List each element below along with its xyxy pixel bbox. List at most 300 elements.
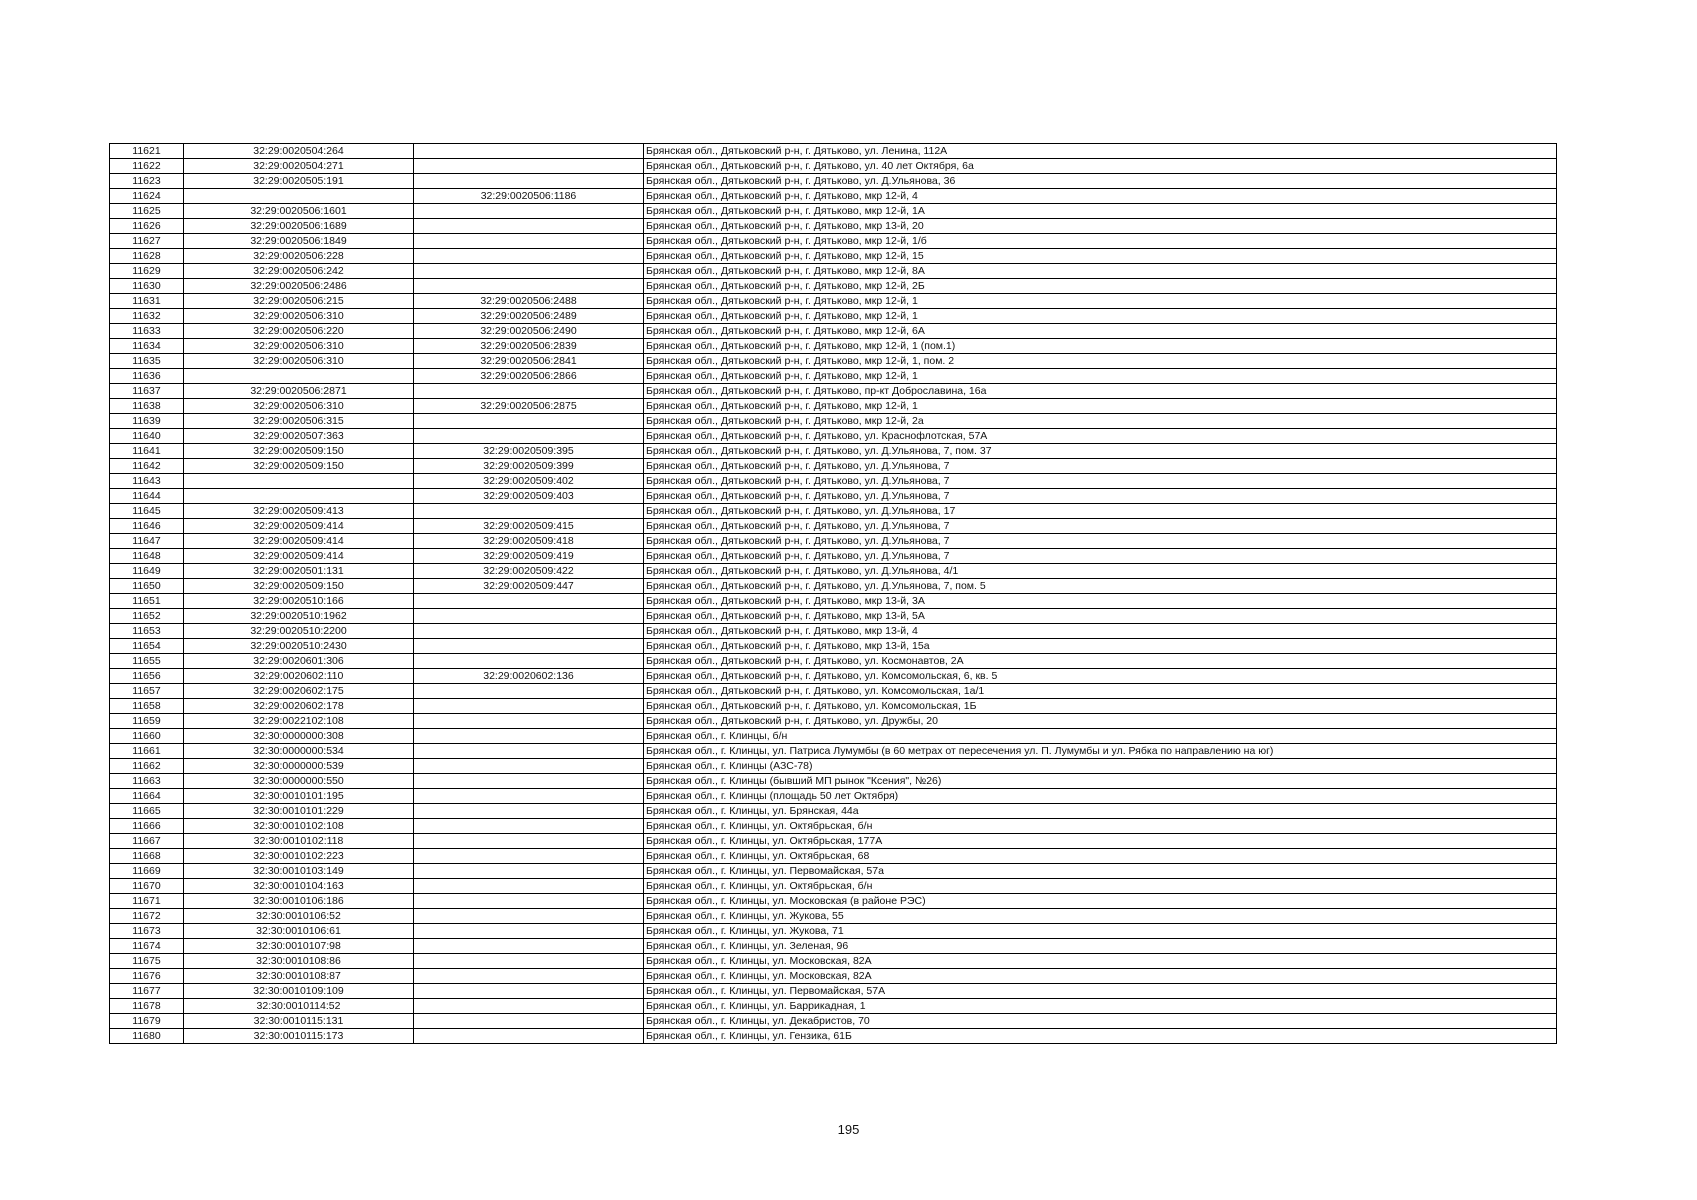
row-number-cell: 11645: [110, 504, 184, 519]
address-cell: Брянская обл., Дятьковский р-н, г. Дятьково, мкр 12-й, 1/б: [644, 234, 1557, 249]
address-cell: Брянская обл., г. Клинцы, ул. Московская (в районе РЭС): [644, 894, 1557, 909]
cadastral-number-cell: 32:29:0020506:220: [184, 324, 414, 339]
linked-cadastral-number-cell: [414, 429, 644, 444]
cadastral-number-cell: 32:29:0020507:363: [184, 429, 414, 444]
address-cell: Брянская обл., Дятьковский р-н, г. Дятьково, ул. Ленина, 112А: [644, 144, 1557, 159]
table-row: [110, 984, 1557, 999]
cadastral-number-cell: 32:29:0020506:1601: [184, 204, 414, 219]
row-number-cell: 11642: [110, 459, 184, 474]
table-row: [110, 474, 1557, 489]
linked-cadastral-number-cell: [414, 849, 644, 864]
linked-cadastral-number-cell: [414, 999, 644, 1014]
row-number-cell: 11633: [110, 324, 184, 339]
cadastral-number-cell: 32:29:0020505:191: [184, 174, 414, 189]
cadastral-number-cell: 32:30:0010114:52: [184, 999, 414, 1014]
linked-cadastral-number-cell: [414, 174, 644, 189]
table-row: [110, 279, 1557, 294]
cadastral-number-cell: 32:29:0020510:1962: [184, 609, 414, 624]
row-number-cell: 11638: [110, 399, 184, 414]
linked-cadastral-number-cell: 32:29:0020506:2841: [414, 354, 644, 369]
cadastral-number-cell: 32:30:0010102:108: [184, 819, 414, 834]
row-number-cell: 11660: [110, 729, 184, 744]
linked-cadastral-number-cell: [414, 789, 644, 804]
registry-table: [109, 143, 1557, 1044]
address-cell: Брянская обл., Дятьковский р-н, г. Дятьково, мкр 12-й, 1, пом. 2: [644, 354, 1557, 369]
row-number-cell: 11662: [110, 759, 184, 774]
table-row: [110, 939, 1557, 954]
cadastral-number-cell: 32:29:0020504:271: [184, 159, 414, 174]
linked-cadastral-number-cell: 32:29:0020506:2490: [414, 324, 644, 339]
row-number-cell: 11623: [110, 174, 184, 189]
table-row: [110, 864, 1557, 879]
address-cell: Брянская обл., г. Клинцы, ул. Жукова, 55: [644, 909, 1557, 924]
cadastral-number-cell: 32:30:0010104:163: [184, 879, 414, 894]
cadastral-number-cell: 32:29:0020509:150: [184, 459, 414, 474]
table-row: [110, 789, 1557, 804]
linked-cadastral-number-cell: [414, 384, 644, 399]
row-number-cell: 11661: [110, 744, 184, 759]
address-cell: Брянская обл., г. Клинцы, ул. Жукова, 71: [644, 924, 1557, 939]
cadastral-number-cell: 32:29:0020509:413: [184, 504, 414, 519]
address-cell: Брянская обл., Дятьковский р-н, г. Дятьково, мкр 12-й, 1: [644, 399, 1557, 414]
row-number-cell: 11628: [110, 249, 184, 264]
cadastral-number-cell: 32:29:0020509:414: [184, 519, 414, 534]
table-row: [110, 909, 1557, 924]
cadastral-number-cell: 32:30:0010108:87: [184, 969, 414, 984]
cadastral-number-cell: 32:30:0010106:52: [184, 909, 414, 924]
address-cell: Брянская обл., Дятьковский р-н, г. Дятьково, ул. Комсомольская, 1а/1: [644, 684, 1557, 699]
row-number-cell: 11666: [110, 819, 184, 834]
linked-cadastral-number-cell: [414, 594, 644, 609]
page-number: 195: [837, 1122, 860, 1137]
address-cell: Брянская обл., г. Клинцы, ул. Брянская, 44а: [644, 804, 1557, 819]
row-number-cell: 11675: [110, 954, 184, 969]
table-row: [110, 219, 1557, 234]
linked-cadastral-number-cell: [414, 159, 644, 174]
cadastral-number-cell: 32:30:0000000:308: [184, 729, 414, 744]
cadastral-number-cell: 32:30:0010101:195: [184, 789, 414, 804]
address-cell: Брянская обл., Дятьковский р-н, г. Дятьково, мкр 12-й, 4: [644, 189, 1557, 204]
linked-cadastral-number-cell: [414, 414, 644, 429]
linked-cadastral-number-cell: 32:29:0020509:399: [414, 459, 644, 474]
address-cell: Брянская обл., Дятьковский р-н, г. Дятьково, ул. Д.Ульянова, 4/1: [644, 564, 1557, 579]
table-row: [110, 234, 1557, 249]
row-number-cell: 11648: [110, 549, 184, 564]
cadastral-number-cell: 32:29:0020506:242: [184, 264, 414, 279]
table-row: [110, 264, 1557, 279]
linked-cadastral-number-cell: 32:29:0020506:2489: [414, 309, 644, 324]
cadastral-number-cell: 32:30:0010107:98: [184, 939, 414, 954]
linked-cadastral-number-cell: [414, 234, 644, 249]
address-cell: Брянская обл., Дятьковский р-н, г. Дятьково, мкр 13-й, 15а: [644, 639, 1557, 654]
address-cell: Брянская обл., Дятьковский р-н, г. Дятьково, мкр 13-й, 5А: [644, 609, 1557, 624]
row-number-cell: 11630: [110, 279, 184, 294]
table-row: [110, 204, 1557, 219]
linked-cadastral-number-cell: [414, 654, 644, 669]
row-number-cell: 11631: [110, 294, 184, 309]
row-number-cell: 11652: [110, 609, 184, 624]
row-number-cell: 11641: [110, 444, 184, 459]
address-cell: Брянская обл., г. Клинцы (бывший МП рынок "Ксения", №26): [644, 774, 1557, 789]
table-row: [110, 159, 1557, 174]
row-number-cell: 11640: [110, 429, 184, 444]
table-row: [110, 354, 1557, 369]
address-cell: Брянская обл., Дятьковский р-н, г. Дятьково, мкр 12-й, 1: [644, 369, 1557, 384]
address-cell: Брянская обл., г. Клинцы, ул. Октябрьская, б/н: [644, 879, 1557, 894]
linked-cadastral-number-cell: [414, 729, 644, 744]
linked-cadastral-number-cell: [414, 714, 644, 729]
address-cell: Брянская обл., г. Клинцы, ул. Баррикадная, 1: [644, 999, 1557, 1014]
row-number-cell: 11644: [110, 489, 184, 504]
table-row: [110, 399, 1557, 414]
table-row: [110, 324, 1557, 339]
linked-cadastral-number-cell: [414, 969, 644, 984]
table-row: [110, 564, 1557, 579]
linked-cadastral-number-cell: [414, 939, 644, 954]
cadastral-number-cell: 32:29:0020506:310: [184, 309, 414, 324]
cadastral-number-cell: 32:30:0010102:118: [184, 834, 414, 849]
linked-cadastral-number-cell: 32:29:0020506:2488: [414, 294, 644, 309]
table-row: [110, 594, 1557, 609]
table-row: [110, 429, 1557, 444]
linked-cadastral-number-cell: [414, 984, 644, 999]
address-cell: Брянская обл., г. Клинцы, ул. Октябрьская, 68: [644, 849, 1557, 864]
cadastral-number-cell: 32:29:0020510:2430: [184, 639, 414, 654]
cadastral-number-cell: 32:29:0020602:110: [184, 669, 414, 684]
cadastral-number-cell: 32:29:0020506:1849: [184, 234, 414, 249]
linked-cadastral-number-cell: [414, 684, 644, 699]
table-row: [110, 444, 1557, 459]
table-row: [110, 489, 1557, 504]
table-row: [110, 669, 1557, 684]
table-row: [110, 999, 1557, 1014]
linked-cadastral-number-cell: 32:29:0020509:403: [414, 489, 644, 504]
row-number-cell: 11635: [110, 354, 184, 369]
address-cell: Брянская обл., Дятьковский р-н, г. Дятьково, мкр 12-й, 1: [644, 294, 1557, 309]
table-row: [110, 924, 1557, 939]
address-cell: Брянская обл., Дятьковский р-н, г. Дятьково, ул. Д.Ульянова, 7: [644, 519, 1557, 534]
address-cell: Брянская обл., Дятьковский р-н, г. Дятьково, ул. Комсомольская, 6, кв. 5: [644, 669, 1557, 684]
address-cell: Брянская обл., Дятьковский р-н, г. Дятьково, мкр 12-й, 6А: [644, 324, 1557, 339]
table-row: [110, 534, 1557, 549]
row-number-cell: 11676: [110, 969, 184, 984]
table-row: [110, 549, 1557, 564]
row-number-cell: 11637: [110, 384, 184, 399]
row-number-cell: 11667: [110, 834, 184, 849]
cadastral-number-cell: 32:30:0010106:186: [184, 894, 414, 909]
row-number-cell: 11636: [110, 369, 184, 384]
cadastral-number-cell: 32:29:0022102:108: [184, 714, 414, 729]
address-cell: Брянская обл., г. Клинцы, ул. Октябрьская, 177А: [644, 834, 1557, 849]
address-cell: Брянская обл., г. Клинцы, ул. Гензика, 61Б: [644, 1029, 1557, 1044]
linked-cadastral-number-cell: 32:29:0020602:136: [414, 669, 644, 684]
row-number-cell: 11680: [110, 1029, 184, 1044]
address-cell: Брянская обл., Дятьковский р-н, г. Дятьково, мкр 12-й, 2а: [644, 414, 1557, 429]
address-cell: Брянская обл., Дятьковский р-н, г. Дятьково, мкр 12-й, 1А: [644, 204, 1557, 219]
row-number-cell: 11664: [110, 789, 184, 804]
table-row: [110, 684, 1557, 699]
table-row: [110, 519, 1557, 534]
address-cell: Брянская обл., г. Клинцы (АЗС-78): [644, 759, 1557, 774]
table-row: [110, 699, 1557, 714]
row-number-cell: 11655: [110, 654, 184, 669]
linked-cadastral-number-cell: 32:29:0020509:422: [414, 564, 644, 579]
table-row: [110, 879, 1557, 894]
table-row: [110, 339, 1557, 354]
address-cell: Брянская обл., Дятьковский р-н, г. Дятьково, пр-кт Доброславина, 16а: [644, 384, 1557, 399]
linked-cadastral-number-cell: [414, 894, 644, 909]
address-cell: Брянская обл., Дятьковский р-н, г. Дятьково, мкр 12-й, 2Б: [644, 279, 1557, 294]
row-number-cell: 11654: [110, 639, 184, 654]
cadastral-number-cell: 32:29:0020506:310: [184, 399, 414, 414]
linked-cadastral-number-cell: [414, 924, 644, 939]
address-cell: Брянская обл., г. Клинцы, б/н: [644, 729, 1557, 744]
cadastral-number-cell: 32:29:0020601:306: [184, 654, 414, 669]
row-number-cell: 11632: [110, 309, 184, 324]
linked-cadastral-number-cell: 32:29:0020506:2875: [414, 399, 644, 414]
table-row: [110, 969, 1557, 984]
table-row: [110, 954, 1557, 969]
row-number-cell: 11650: [110, 579, 184, 594]
cadastral-number-cell: 32:30:0010115:131: [184, 1014, 414, 1029]
address-cell: Брянская обл., Дятьковский р-н, г. Дятьково, ул. Д.Ульянова, 17: [644, 504, 1557, 519]
cadastral-number-cell: 32:29:0020506:2871: [184, 384, 414, 399]
row-number-cell: 11624: [110, 189, 184, 204]
cadastral-number-cell: 32:29:0020506:1689: [184, 219, 414, 234]
address-cell: Брянская обл., Дятьковский р-н, г. Дятьково, ул. Д.Ульянова, 7: [644, 459, 1557, 474]
linked-cadastral-number-cell: [414, 144, 644, 159]
linked-cadastral-number-cell: 32:29:0020506:1186: [414, 189, 644, 204]
linked-cadastral-number-cell: [414, 504, 644, 519]
address-cell: Брянская обл., Дятьковский р-н, г. Дятьково, ул. Д.Ульянова, 7: [644, 474, 1557, 489]
row-number-cell: 11670: [110, 879, 184, 894]
cadastral-number-cell: 32:29:0020504:264: [184, 144, 414, 159]
linked-cadastral-number-cell: 32:29:0020509:395: [414, 444, 644, 459]
linked-cadastral-number-cell: 32:29:0020509:419: [414, 549, 644, 564]
cadastral-number-cell: 32:29:0020509:414: [184, 534, 414, 549]
linked-cadastral-number-cell: 32:29:0020509:402: [414, 474, 644, 489]
table-row: [110, 849, 1557, 864]
row-number-cell: 11673: [110, 924, 184, 939]
address-cell: Брянская обл., Дятьковский р-н, г. Дятьково, ул. 40 лет Октября, 6а: [644, 159, 1557, 174]
address-cell: Брянская обл., г. Клинцы, ул. Октябрьская, б/н: [644, 819, 1557, 834]
table-row: [110, 294, 1557, 309]
address-cell: Брянская обл., Дятьковский р-н, г. Дятьково, ул. Д.Ульянова, 7: [644, 549, 1557, 564]
row-number-cell: 11622: [110, 159, 184, 174]
linked-cadastral-number-cell: [414, 279, 644, 294]
linked-cadastral-number-cell: [414, 219, 644, 234]
cadastral-number-cell: 32:29:0020506:310: [184, 339, 414, 354]
linked-cadastral-number-cell: 32:29:0020506:2866: [414, 369, 644, 384]
row-number-cell: 11658: [110, 699, 184, 714]
linked-cadastral-number-cell: [414, 1029, 644, 1044]
address-cell: Брянская обл., г. Клинцы, ул. Московская, 82А: [644, 969, 1557, 984]
cadastral-number-cell: 32:30:0010108:86: [184, 954, 414, 969]
table-row: [110, 894, 1557, 909]
cadastral-number-cell: 32:29:0020509:150: [184, 579, 414, 594]
address-cell: Брянская обл., Дятьковский р-н, г. Дятьково, мкр 12-й, 8А: [644, 264, 1557, 279]
row-number-cell: 11653: [110, 624, 184, 639]
table-row: [110, 384, 1557, 399]
row-number-cell: 11634: [110, 339, 184, 354]
cadastral-number-cell: 32:29:0020602:178: [184, 699, 414, 714]
address-cell: Брянская обл., Дятьковский р-н, г. Дятьково, мкр 13-й, 3А: [644, 594, 1557, 609]
linked-cadastral-number-cell: [414, 609, 644, 624]
cadastral-number-cell: 32:29:0020506:2486: [184, 279, 414, 294]
linked-cadastral-number-cell: [414, 834, 644, 849]
table-row: [110, 309, 1557, 324]
row-number-cell: 11629: [110, 264, 184, 279]
table-row: [110, 759, 1557, 774]
linked-cadastral-number-cell: [414, 804, 644, 819]
address-cell: Брянская обл., Дятьковский р-н, г. Дятьково, ул. Комсомольская, 1Б: [644, 699, 1557, 714]
linked-cadastral-number-cell: 32:29:0020509:418: [414, 534, 644, 549]
row-number-cell: 11663: [110, 774, 184, 789]
cadastral-number-cell: 32:30:0010106:61: [184, 924, 414, 939]
address-cell: Брянская обл., г. Клинцы, ул. Московская, 82А: [644, 954, 1557, 969]
linked-cadastral-number-cell: [414, 954, 644, 969]
address-cell: Брянская обл., Дятьковский р-н, г. Дятьково, мкр 13-й, 20: [644, 219, 1557, 234]
linked-cadastral-number-cell: [414, 759, 644, 774]
table-row: [110, 1029, 1557, 1044]
cadastral-number-cell: [184, 489, 414, 504]
cadastral-number-cell: 32:29:0020501:131: [184, 564, 414, 579]
row-number-cell: 11621: [110, 144, 184, 159]
cadastral-number-cell: 32:30:0000000:550: [184, 774, 414, 789]
address-cell: Брянская обл., Дятьковский р-н, г. Дятьково, мкр 12-й, 15: [644, 249, 1557, 264]
table-row: [110, 369, 1557, 384]
address-cell: Брянская обл., Дятьковский р-н, г. Дятьково, ул. Д.Ульянова, 7: [644, 534, 1557, 549]
row-number-cell: 11646: [110, 519, 184, 534]
table-row: [110, 609, 1557, 624]
address-cell: Брянская обл., г. Клинцы, ул. Первомайская, 57а: [644, 864, 1557, 879]
cadastral-number-cell: 32:29:0020510:166: [184, 594, 414, 609]
row-number-cell: 11657: [110, 684, 184, 699]
linked-cadastral-number-cell: [414, 639, 644, 654]
linked-cadastral-number-cell: [414, 744, 644, 759]
linked-cadastral-number-cell: [414, 819, 644, 834]
table-row: [110, 804, 1557, 819]
address-cell: Брянская обл., Дятьковский р-н, г. Дятьково, ул. Д.Ульянова, 36: [644, 174, 1557, 189]
row-number-cell: 11671: [110, 894, 184, 909]
row-number-cell: 11627: [110, 234, 184, 249]
table-row: [110, 144, 1557, 159]
row-number-cell: 11669: [110, 864, 184, 879]
cadastral-number-cell: 32:29:0020509:414: [184, 549, 414, 564]
cadastral-number-cell: 32:29:0020602:175: [184, 684, 414, 699]
address-cell: Брянская обл., г. Клинцы, ул. Зеленая, 96: [644, 939, 1557, 954]
registry-table-body: [110, 144, 1557, 1044]
table-row: [110, 504, 1557, 519]
row-number-cell: 11674: [110, 939, 184, 954]
cadastral-number-cell: 32:30:0010102:223: [184, 849, 414, 864]
table-row: [110, 774, 1557, 789]
cadastral-number-cell: [184, 369, 414, 384]
cadastral-number-cell: 32:29:0020506:215: [184, 294, 414, 309]
table-row: [110, 639, 1557, 654]
table-row: [110, 579, 1557, 594]
cadastral-number-cell: 32:30:0000000:534: [184, 744, 414, 759]
linked-cadastral-number-cell: [414, 879, 644, 894]
cadastral-number-cell: 32:29:0020506:315: [184, 414, 414, 429]
linked-cadastral-number-cell: 32:29:0020506:2839: [414, 339, 644, 354]
cadastral-number-cell: [184, 474, 414, 489]
linked-cadastral-number-cell: [414, 249, 644, 264]
table-row: [110, 834, 1557, 849]
address-cell: Брянская обл., Дятьковский р-н, г. Дятьково, ул. Краснофлотская, 57А: [644, 429, 1557, 444]
row-number-cell: 11625: [110, 204, 184, 219]
linked-cadastral-number-cell: [414, 1014, 644, 1029]
cadastral-number-cell: 32:30:0010115:173: [184, 1029, 414, 1044]
row-number-cell: 11678: [110, 999, 184, 1014]
linked-cadastral-number-cell: [414, 864, 644, 879]
table-row: [110, 819, 1557, 834]
address-cell: Брянская обл., Дятьковский р-н, г. Дятьково, ул. Д.Ульянова, 7, пом. 37: [644, 444, 1557, 459]
cadastral-number-cell: [184, 189, 414, 204]
row-number-cell: 11665: [110, 804, 184, 819]
cadastral-number-cell: 32:30:0010103:149: [184, 864, 414, 879]
linked-cadastral-number-cell: [414, 264, 644, 279]
table-row: [110, 654, 1557, 669]
address-cell: Брянская обл., г. Клинцы (площадь 50 лет Октября): [644, 789, 1557, 804]
linked-cadastral-number-cell: [414, 909, 644, 924]
linked-cadastral-number-cell: [414, 204, 644, 219]
row-number-cell: 11639: [110, 414, 184, 429]
cadastral-number-cell: 32:30:0010109:109: [184, 984, 414, 999]
linked-cadastral-number-cell: 32:29:0020509:415: [414, 519, 644, 534]
table-row: [110, 414, 1557, 429]
table-row: [110, 1014, 1557, 1029]
linked-cadastral-number-cell: [414, 774, 644, 789]
address-cell: Брянская обл., Дятьковский р-н, г. Дятьково, ул. Д.Ульянова, 7: [644, 489, 1557, 504]
cadastral-number-cell: 32:29:0020506:228: [184, 249, 414, 264]
address-cell: Брянская обл., г. Клинцы, ул. Патриса Лумумбы (в 60 метрах от пересечения ул. П. Лумумбы и ул. Рябка по направлению на юг): [644, 744, 1557, 759]
linked-cadastral-number-cell: [414, 624, 644, 639]
linked-cadastral-number-cell: [414, 699, 644, 714]
address-cell: Брянская обл., Дятьковский р-н, г. Дятьково, мкр 12-й, 1 (пом.1): [644, 339, 1557, 354]
table-row: [110, 459, 1557, 474]
address-cell: Брянская обл., Дятьковский р-н, г. Дятьково, мкр 12-й, 1: [644, 309, 1557, 324]
row-number-cell: 11649: [110, 564, 184, 579]
row-number-cell: 11643: [110, 474, 184, 489]
cadastral-number-cell: 32:29:0020510:2200: [184, 624, 414, 639]
table-row: [110, 729, 1557, 744]
address-cell: Брянская обл., Дятьковский р-н, г. Дятьково, ул. Д.Ульянова, 7, пом. 5: [644, 579, 1557, 594]
address-cell: Брянская обл., Дятьковский р-н, г. Дятьково, мкр 13-й, 4: [644, 624, 1557, 639]
address-cell: Брянская обл., Дятьковский р-н, г. Дятьково, ул. Космонавтов, 2А: [644, 654, 1557, 669]
linked-cadastral-number-cell: 32:29:0020509:447: [414, 579, 644, 594]
cadastral-number-cell: 32:29:0020509:150: [184, 444, 414, 459]
row-number-cell: 11659: [110, 714, 184, 729]
table-row: [110, 174, 1557, 189]
row-number-cell: 11679: [110, 1014, 184, 1029]
row-number-cell: 11651: [110, 594, 184, 609]
cadastral-number-cell: 32:30:0010101:229: [184, 804, 414, 819]
table-row: [110, 624, 1557, 639]
address-cell: Брянская обл., г. Клинцы, ул. Декабристов, 70: [644, 1014, 1557, 1029]
row-number-cell: 11668: [110, 849, 184, 864]
cadastral-number-cell: 32:29:0020506:310: [184, 354, 414, 369]
row-number-cell: 11672: [110, 909, 184, 924]
address-cell: Брянская обл., г. Клинцы, ул. Первомайская, 57А: [644, 984, 1557, 999]
address-cell: Брянская обл., Дятьковский р-н, г. Дятьково, ул. Дружбы, 20: [644, 714, 1557, 729]
row-number-cell: 11677: [110, 984, 184, 999]
row-number-cell: 11656: [110, 669, 184, 684]
table-row: [110, 189, 1557, 204]
table-row: [110, 744, 1557, 759]
cadastral-number-cell: 32:30:0000000:539: [184, 759, 414, 774]
table-row: [110, 714, 1557, 729]
